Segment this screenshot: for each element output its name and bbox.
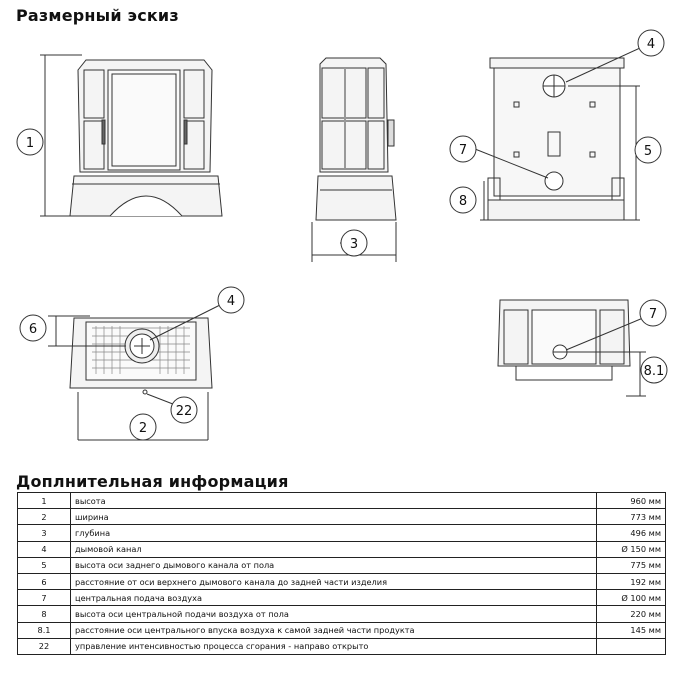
row-label: высота оси заднего дымового канала от пола — [71, 557, 597, 573]
row-number: 5 — [18, 557, 71, 573]
callout-8-1 — [641, 357, 667, 383]
callout-1 — [17, 129, 43, 155]
row-number: 1 — [18, 493, 71, 509]
rear-view — [480, 58, 640, 220]
row-value: 773 мм — [597, 509, 666, 525]
row-label: дымовой канал — [71, 541, 597, 557]
row-value: 192 мм — [597, 573, 666, 589]
row-label: расстояние от оси верхнего дымового канала до задней части изделия — [71, 573, 597, 589]
row-value: 220 мм — [597, 606, 666, 622]
row-value: 496 мм — [597, 525, 666, 541]
callout-3 — [340, 230, 367, 256]
svg-text:4: 4 — [646, 37, 656, 52]
row-value: Ø 150 мм — [597, 541, 666, 557]
row-number: 2 — [18, 509, 71, 525]
svg-text:6: 6 — [28, 322, 38, 337]
callout-5 — [635, 137, 661, 163]
row-number: 8 — [18, 606, 71, 622]
row-number: 7 — [18, 590, 71, 606]
row-number: 6 — [18, 573, 71, 589]
table-row — [18, 622, 666, 638]
svg-text:5: 5 — [643, 144, 653, 159]
row-value: 775 мм — [597, 557, 666, 573]
callout-2 — [130, 414, 156, 440]
table-row — [18, 557, 666, 573]
table-row — [18, 638, 666, 654]
table-row — [18, 493, 666, 509]
table-row — [18, 525, 666, 541]
info-title: Доплнительная информация — [16, 472, 289, 491]
callout-8 — [450, 187, 476, 213]
svg-text:7: 7 — [458, 143, 468, 158]
row-label: глубина — [71, 525, 597, 541]
table-row — [18, 590, 666, 606]
row-number: 8.1 — [18, 622, 71, 638]
callout-22 — [147, 394, 197, 423]
row-value: 960 мм — [597, 493, 666, 509]
table-row — [18, 573, 666, 589]
row-value: Ø 100 мм — [597, 590, 666, 606]
svg-text:7: 7 — [648, 307, 658, 322]
page-title: Размерный эскиз — [16, 6, 179, 25]
spec-table — [17, 492, 666, 655]
row-number: 4 — [18, 541, 71, 557]
row-label: центральная подача воздуха — [71, 590, 597, 606]
row-label: высота — [71, 493, 597, 509]
svg-text:22: 22 — [175, 404, 193, 419]
row-number: 22 — [18, 638, 71, 654]
front-view — [40, 55, 222, 216]
row-number: 3 — [18, 525, 71, 541]
table-row — [18, 509, 666, 525]
table-row — [18, 541, 666, 557]
svg-text:4: 4 — [226, 294, 236, 309]
svg-text:8: 8 — [458, 194, 468, 209]
svg-text:1: 1 — [25, 136, 35, 151]
row-value — [597, 638, 666, 654]
row-label: расстояние оси центрального впуска воздуха к самой задней части продукта — [71, 622, 597, 638]
svg-text:2: 2 — [138, 421, 148, 436]
svg-text:3: 3 — [349, 237, 359, 252]
callout-6 — [20, 315, 46, 341]
row-label: ширина — [71, 509, 597, 525]
row-label: управление интенсивностью процесса сгорания - направо открыто — [71, 638, 597, 654]
row-label: высота оси центральной подачи воздуха от пола — [71, 606, 597, 622]
row-value: 145 мм — [597, 622, 666, 638]
table-row — [18, 606, 666, 622]
svg-text:8.1: 8.1 — [643, 364, 665, 379]
